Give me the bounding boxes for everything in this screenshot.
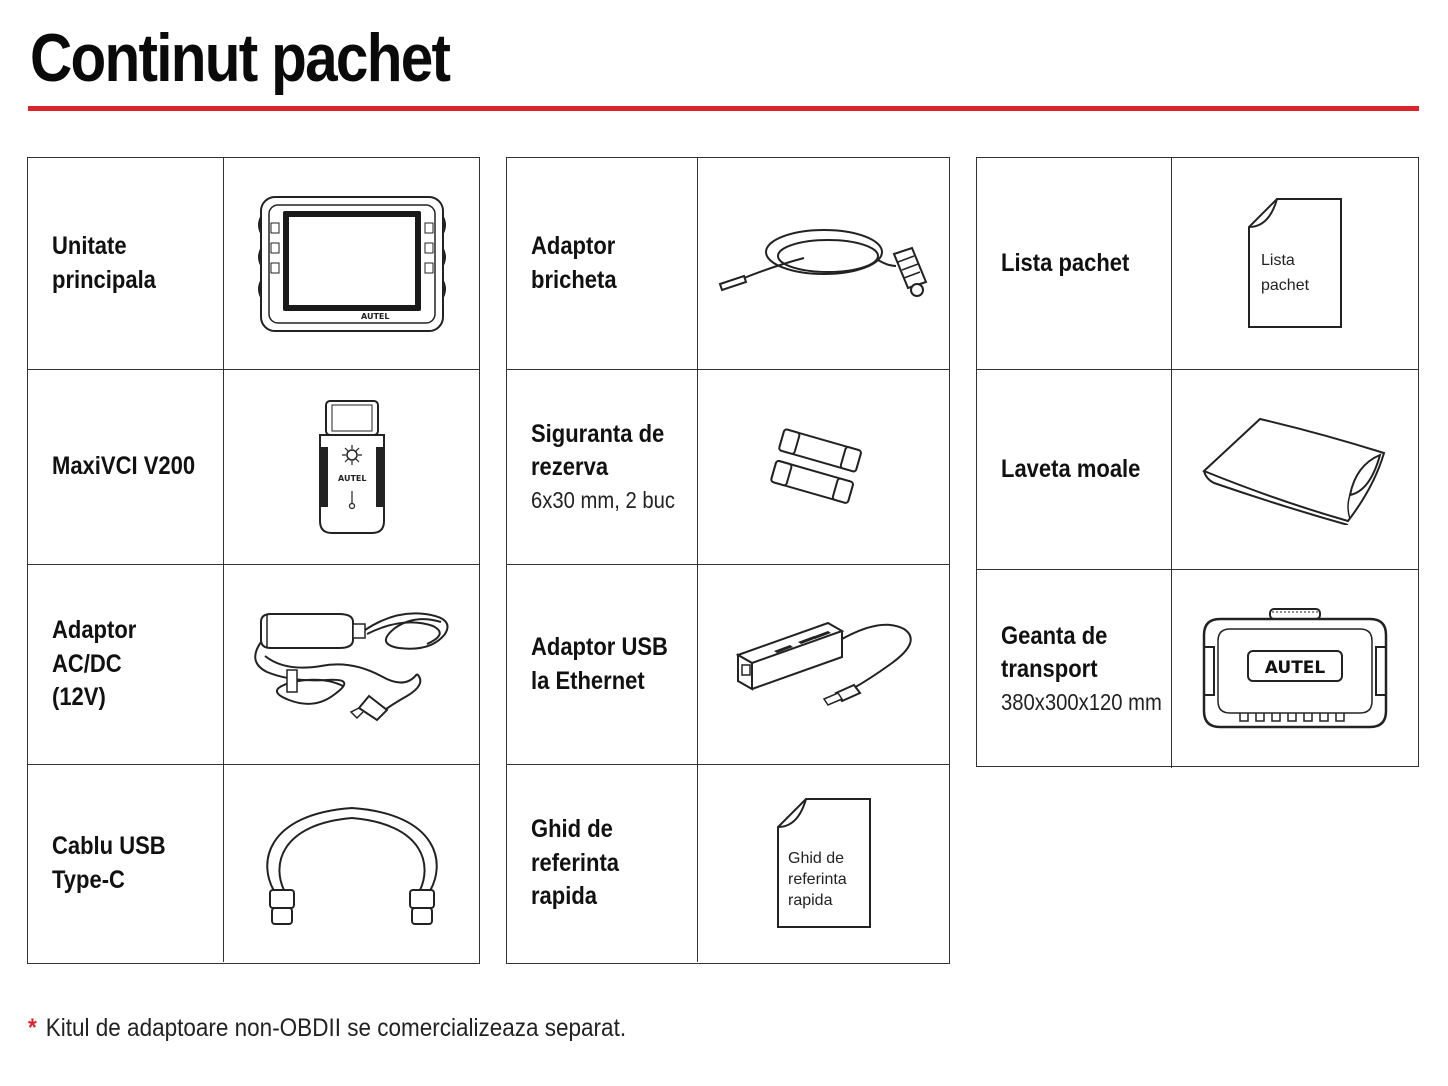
item-name: MaxiVCI V200 [52,452,196,481]
item-name: Lista pachet [1001,248,1130,277]
item-name: Unitate principala [52,231,156,294]
title-underline [28,106,1419,111]
item-row [28,564,479,764]
item-name: Laveta moale [1001,454,1141,483]
item-row [507,369,949,564]
usb-c-cable-icon [224,765,479,962]
package-grid-3 [976,157,1419,767]
item-label [28,565,224,764]
item-label [977,370,1172,569]
tablet-icon [224,158,479,369]
item-row [977,369,1418,569]
item-row [977,569,1418,768]
item-row [977,158,1418,369]
item-row [28,369,479,564]
usb-ethernet-adapter-icon [698,565,949,764]
asterisk-marker: * [28,1014,37,1042]
fuses-icon [698,370,949,564]
svg-text:pachet: pachet [1261,276,1310,294]
item-row [507,158,949,369]
packing-list-document-icon [1172,158,1418,369]
item-label [507,765,698,962]
item-label [977,570,1172,768]
item-label [507,370,698,564]
item-name: Siguranta de rezerva [531,419,665,482]
svg-text:AUTEL: AUTEL [1264,658,1326,678]
cloth-icon [1172,370,1418,569]
item-spec: 380x300x120 mm [1001,689,1162,716]
item-row [507,564,949,764]
power-adapter-icon [224,565,479,764]
vci-dongle-icon [224,370,479,564]
footnote [28,1014,626,1043]
item-name: Geanta de transport [1001,621,1108,684]
item-name: Adaptor USB la Ethernet [531,632,668,695]
svg-text:Ghid de: Ghid de [787,849,844,867]
svg-text:referinta: referinta [787,870,847,888]
item-label [977,158,1172,369]
item-label [28,158,224,369]
item-spec: 6x30 mm, 2 buc [531,487,676,514]
package-grid-2 [506,157,950,964]
item-name: Adaptor AC/DC (12V) [52,615,137,712]
svg-text:AUTEL: AUTEL [360,311,389,321]
item-name: Ghid de referinta rapida [531,814,620,911]
item-row [507,764,949,962]
footnote-text: Kitul de adaptoare non-OBDII se comercializeaza separat. [45,1014,627,1042]
svg-text:rapida: rapida [787,891,832,909]
item-row [28,764,479,962]
svg-text:AUTEL: AUTEL [337,474,366,483]
item-name: Cablu USB Type-C [52,831,166,894]
page-title: Continut pachet [30,20,450,96]
item-name: Adaptor bricheta [531,231,617,294]
item-label [28,370,224,564]
quick-guide-document-icon [698,765,949,962]
item-row [28,158,479,369]
cigarette-adapter-icon [698,158,949,369]
item-label [28,765,224,962]
package-grid-1 [27,157,480,964]
carrying-case-icon [1172,570,1418,768]
svg-text:Lista: Lista [1261,251,1295,269]
item-label [507,158,698,369]
item-label [507,565,698,764]
